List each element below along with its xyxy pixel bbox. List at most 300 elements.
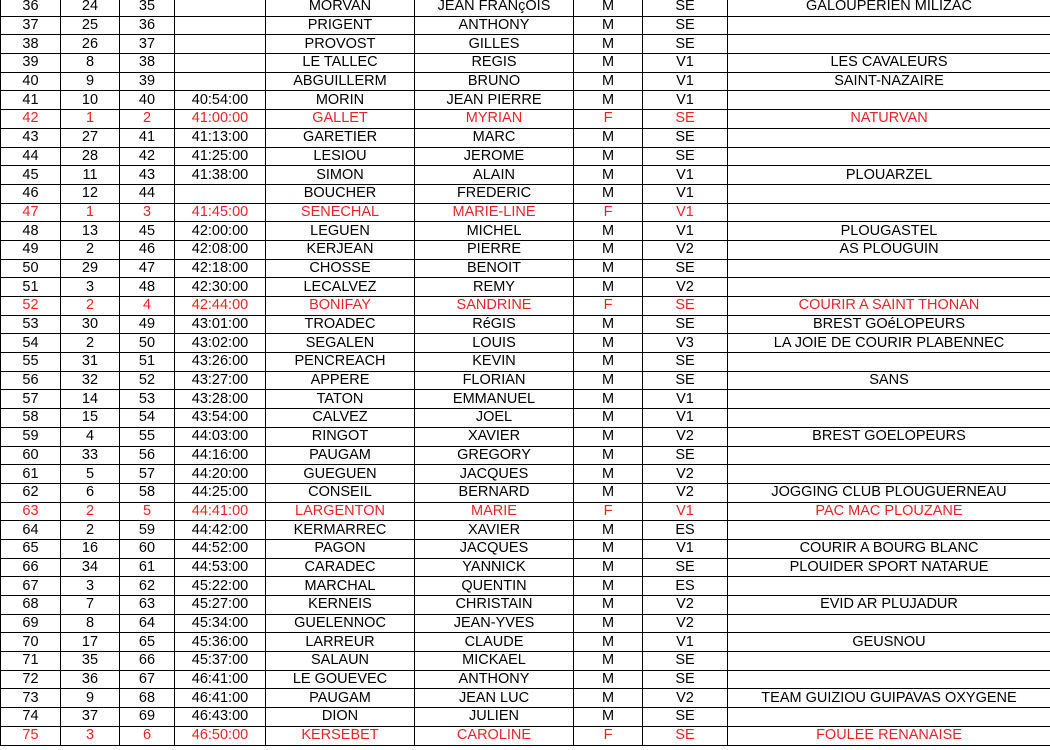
table-row	[1, 35, 1050, 54]
overall-rank-cell: 73	[1, 689, 61, 708]
gender-rank-cell: 46	[120, 240, 175, 259]
category-cell: SE	[643, 35, 728, 54]
table-row	[1, 670, 1050, 689]
gender-cell: M	[574, 0, 643, 16]
club-cell	[728, 35, 1050, 54]
club-cell: NATURVAN	[728, 110, 1050, 129]
category-cell: V3	[643, 334, 728, 353]
table-row	[1, 726, 1050, 745]
gender-rank-cell: 66	[120, 652, 175, 671]
first-name-cell: MARIE-LINE	[415, 203, 574, 222]
overall-rank-cell: 48	[1, 222, 61, 241]
gender-rank-cell: 67	[120, 670, 175, 689]
time-cell: 41:00:00	[175, 110, 266, 129]
first-name-cell: CHRISTAIN	[415, 596, 574, 615]
last-name-cell: CALVEZ	[266, 409, 415, 428]
overall-rank-cell: 36	[1, 0, 61, 16]
overall-rank-cell: 47	[1, 203, 61, 222]
first-name-cell: XAVIER	[415, 521, 574, 540]
category-cell: V2	[643, 465, 728, 484]
gender-cell: M	[574, 315, 643, 334]
gender-rank-cell: 35	[120, 0, 175, 16]
table-row	[1, 147, 1050, 166]
category-cell: V1	[643, 72, 728, 91]
last-name-cell: ABGUILLERM	[266, 72, 415, 91]
first-name-cell: KEVIN	[415, 353, 574, 372]
overall-rank-cell: 51	[1, 278, 61, 297]
time-cell: 42:00:00	[175, 222, 266, 241]
overall-rank-cell: 39	[1, 54, 61, 73]
overall-rank-cell: 49	[1, 240, 61, 259]
gender-rank-cell: 3	[120, 203, 175, 222]
gender-rank-cell: 62	[120, 577, 175, 596]
time-cell: 43:27:00	[175, 371, 266, 390]
gender-cell: M	[574, 670, 643, 689]
last-name-cell: PAUGAM	[266, 446, 415, 465]
time-cell	[175, 54, 266, 73]
table-row	[1, 128, 1050, 147]
overall-rank-cell: 52	[1, 297, 61, 316]
table-row	[1, 16, 1050, 35]
gender-rank-cell: 60	[120, 539, 175, 558]
club-cell: COURIR A BOURG BLANC	[728, 539, 1050, 558]
time-cell: 45:22:00	[175, 577, 266, 596]
last-name-cell: GALLET	[266, 110, 415, 129]
time-cell: 45:37:00	[175, 652, 266, 671]
gender-rank-cell: 63	[120, 596, 175, 615]
table-row	[1, 184, 1050, 203]
category-cell: SE	[643, 371, 728, 390]
overall-rank-cell: 68	[1, 596, 61, 615]
club-cell: SAINT-NAZAIRE	[728, 72, 1050, 91]
gender-rank-cell: 4	[120, 297, 175, 316]
category-cell: V1	[643, 184, 728, 203]
first-name-cell: MYRIAN	[415, 110, 574, 129]
gender-rank-cell: 49	[120, 315, 175, 334]
last-name-cell: RINGOT	[266, 427, 415, 446]
category-rank-cell: 8	[61, 614, 120, 633]
last-name-cell: PRIGENT	[266, 16, 415, 35]
first-name-cell: REGIS	[415, 54, 574, 73]
category-rank-cell: 2	[61, 297, 120, 316]
gender-cell: M	[574, 390, 643, 409]
gender-rank-cell: 6	[120, 726, 175, 745]
gender-cell: M	[574, 689, 643, 708]
club-cell	[728, 390, 1050, 409]
category-cell: SE	[643, 147, 728, 166]
category-cell: V1	[643, 54, 728, 73]
category-rank-cell: 30	[61, 315, 120, 334]
overall-rank-cell: 40	[1, 72, 61, 91]
club-cell: EVID AR PLUJADUR	[728, 596, 1050, 615]
first-name-cell: QUENTIN	[415, 577, 574, 596]
category-rank-cell: 8	[61, 54, 120, 73]
category-rank-cell: 9	[61, 689, 120, 708]
gender-cell: M	[574, 184, 643, 203]
category-rank-cell: 24	[61, 0, 120, 16]
category-rank-cell: 2	[61, 521, 120, 540]
club-cell	[728, 16, 1050, 35]
table-row	[1, 334, 1050, 353]
gender-cell: M	[574, 128, 643, 147]
last-name-cell: PENCREACH	[266, 353, 415, 372]
gender-cell: M	[574, 427, 643, 446]
gender-cell: F	[574, 203, 643, 222]
category-cell: SE	[643, 726, 728, 745]
category-rank-cell: 7	[61, 596, 120, 615]
table-row	[1, 222, 1050, 241]
first-name-cell: JEAN FRANçOIS	[415, 0, 574, 16]
first-name-cell: MARC	[415, 128, 574, 147]
gender-cell: M	[574, 708, 643, 727]
category-rank-cell: 26	[61, 35, 120, 54]
time-cell: 43:28:00	[175, 390, 266, 409]
overall-rank-cell: 59	[1, 427, 61, 446]
category-rank-cell: 9	[61, 72, 120, 91]
table-row	[1, 483, 1050, 502]
club-cell: LA JOIE DE COURIR PLABENNEC	[728, 334, 1050, 353]
club-cell: AS PLOUGUIN	[728, 240, 1050, 259]
overall-rank-cell: 70	[1, 633, 61, 652]
overall-rank-cell: 46	[1, 184, 61, 203]
gender-cell: M	[574, 222, 643, 241]
overall-rank-cell: 60	[1, 446, 61, 465]
table-row	[1, 577, 1050, 596]
first-name-cell: YANNICK	[415, 558, 574, 577]
time-cell: 46:41:00	[175, 689, 266, 708]
table-row	[1, 465, 1050, 484]
overall-rank-cell: 55	[1, 353, 61, 372]
category-rank-cell: 5	[61, 465, 120, 484]
first-name-cell: XAVIER	[415, 427, 574, 446]
first-name-cell: JEAN-YVES	[415, 614, 574, 633]
last-name-cell: MORVAN	[266, 0, 415, 16]
last-name-cell: BOUCHER	[266, 184, 415, 203]
gender-cell: M	[574, 54, 643, 73]
time-cell: 44:03:00	[175, 427, 266, 446]
club-cell	[728, 409, 1050, 428]
table-row	[1, 502, 1050, 521]
overall-rank-cell: 53	[1, 315, 61, 334]
gender-rank-cell: 37	[120, 35, 175, 54]
first-name-cell: EMMANUEL	[415, 390, 574, 409]
gender-cell: M	[574, 259, 643, 278]
gender-rank-cell: 56	[120, 446, 175, 465]
gender-rank-cell: 41	[120, 128, 175, 147]
gender-cell: M	[574, 614, 643, 633]
gender-rank-cell: 48	[120, 278, 175, 297]
club-cell	[728, 446, 1050, 465]
gender-rank-cell: 51	[120, 353, 175, 372]
table-row	[1, 166, 1050, 185]
gender-cell: M	[574, 539, 643, 558]
overall-rank-cell: 75	[1, 726, 61, 745]
club-cell	[728, 278, 1050, 297]
gender-cell: F	[574, 726, 643, 745]
category-rank-cell: 16	[61, 539, 120, 558]
category-cell: SE	[643, 0, 728, 16]
table-row	[1, 72, 1050, 91]
first-name-cell: JEAN LUC	[415, 689, 574, 708]
first-name-cell: JACQUES	[415, 539, 574, 558]
time-cell: 45:34:00	[175, 614, 266, 633]
gender-rank-cell: 68	[120, 689, 175, 708]
category-cell: V2	[643, 614, 728, 633]
first-name-cell: LOUIS	[415, 334, 574, 353]
club-cell: LES CAVALEURS	[728, 54, 1050, 73]
gender-cell: M	[574, 147, 643, 166]
category-cell: ES	[643, 577, 728, 596]
category-rank-cell: 28	[61, 147, 120, 166]
table-row	[1, 278, 1050, 297]
category-rank-cell: 1	[61, 203, 120, 222]
overall-rank-cell: 42	[1, 110, 61, 129]
last-name-cell: CHOSSE	[266, 259, 415, 278]
time-cell: 41:45:00	[175, 203, 266, 222]
category-cell: V2	[643, 240, 728, 259]
table-row	[1, 708, 1050, 727]
gender-cell: M	[574, 166, 643, 185]
last-name-cell: TROADEC	[266, 315, 415, 334]
time-cell: 41:13:00	[175, 128, 266, 147]
club-cell: JOGGING CLUB PLOUGUERNEAU	[728, 483, 1050, 502]
time-cell: 43:26:00	[175, 353, 266, 372]
table-row	[1, 427, 1050, 446]
gender-cell: F	[574, 297, 643, 316]
gender-rank-cell: 5	[120, 502, 175, 521]
time-cell: 44:52:00	[175, 539, 266, 558]
last-name-cell: LE GOUEVEC	[266, 670, 415, 689]
category-cell: SE	[643, 708, 728, 727]
category-cell: SE	[643, 259, 728, 278]
first-name-cell: BRUNO	[415, 72, 574, 91]
time-cell: 44:42:00	[175, 521, 266, 540]
overall-rank-cell: 63	[1, 502, 61, 521]
overall-rank-cell: 65	[1, 539, 61, 558]
last-name-cell: CONSEIL	[266, 483, 415, 502]
first-name-cell: CAROLINE	[415, 726, 574, 745]
overall-rank-cell: 45	[1, 166, 61, 185]
category-cell: V2	[643, 483, 728, 502]
first-name-cell: REMY	[415, 278, 574, 297]
club-cell: FOULEE RENANAISE	[728, 726, 1050, 745]
category-rank-cell: 36	[61, 670, 120, 689]
gender-cell: M	[574, 483, 643, 502]
time-cell: 43:54:00	[175, 409, 266, 428]
club-cell	[728, 577, 1050, 596]
table-row	[1, 558, 1050, 577]
category-rank-cell: 11	[61, 166, 120, 185]
category-rank-cell: 31	[61, 353, 120, 372]
time-cell: 44:41:00	[175, 502, 266, 521]
club-cell: BREST GOELOPEURS	[728, 427, 1050, 446]
gender-rank-cell: 45	[120, 222, 175, 241]
category-rank-cell: 3	[61, 278, 120, 297]
category-rank-cell: 15	[61, 409, 120, 428]
category-rank-cell: 25	[61, 16, 120, 35]
category-rank-cell: 2	[61, 334, 120, 353]
table-row	[1, 315, 1050, 334]
last-name-cell: DION	[266, 708, 415, 727]
gender-rank-cell: 39	[120, 72, 175, 91]
category-cell: SE	[643, 652, 728, 671]
last-name-cell: GARETIER	[266, 128, 415, 147]
first-name-cell: JULIEN	[415, 708, 574, 727]
club-cell: BREST GOéLOPEURS	[728, 315, 1050, 334]
club-cell	[728, 259, 1050, 278]
first-name-cell: JEAN PIERRE	[415, 91, 574, 110]
overall-rank-cell: 64	[1, 521, 61, 540]
first-name-cell: BENOIT	[415, 259, 574, 278]
gender-rank-cell: 43	[120, 166, 175, 185]
last-name-cell: PAUGAM	[266, 689, 415, 708]
last-name-cell: APPERE	[266, 371, 415, 390]
club-cell	[728, 128, 1050, 147]
gender-cell: F	[574, 502, 643, 521]
last-name-cell: LESIOU	[266, 147, 415, 166]
last-name-cell: CARADEC	[266, 558, 415, 577]
club-cell	[728, 91, 1050, 110]
club-cell: PLOUARZEL	[728, 166, 1050, 185]
overall-rank-cell: 66	[1, 558, 61, 577]
club-cell	[728, 521, 1050, 540]
category-cell: ES	[643, 521, 728, 540]
first-name-cell: CLAUDE	[415, 633, 574, 652]
gender-cell: M	[574, 446, 643, 465]
first-name-cell: GILLES	[415, 35, 574, 54]
category-cell: V1	[643, 539, 728, 558]
overall-rank-cell: 38	[1, 35, 61, 54]
category-rank-cell: 2	[61, 502, 120, 521]
gender-rank-cell: 40	[120, 91, 175, 110]
club-cell: PLOUIDER SPORT NATARUE	[728, 558, 1050, 577]
time-cell: 41:25:00	[175, 147, 266, 166]
last-name-cell: KERSEBET	[266, 726, 415, 745]
overall-rank-cell: 56	[1, 371, 61, 390]
category-cell: V1	[643, 166, 728, 185]
gender-rank-cell: 50	[120, 334, 175, 353]
category-rank-cell: 29	[61, 259, 120, 278]
time-cell: 46:50:00	[175, 726, 266, 745]
gender-cell: M	[574, 465, 643, 484]
overall-rank-cell: 61	[1, 465, 61, 484]
last-name-cell: PAGON	[266, 539, 415, 558]
gender-rank-cell: 52	[120, 371, 175, 390]
club-cell	[728, 353, 1050, 372]
time-cell: 42:44:00	[175, 297, 266, 316]
category-cell: V1	[643, 91, 728, 110]
time-cell	[175, 16, 266, 35]
club-cell	[728, 465, 1050, 484]
category-cell: SE	[643, 670, 728, 689]
last-name-cell: PROVOST	[266, 35, 415, 54]
overall-rank-cell: 41	[1, 91, 61, 110]
table-row	[1, 203, 1050, 222]
category-cell: V2	[643, 596, 728, 615]
gender-cell: M	[574, 409, 643, 428]
table-row	[1, 54, 1050, 73]
last-name-cell: LECALVEZ	[266, 278, 415, 297]
table-row	[1, 521, 1050, 540]
time-cell: 43:01:00	[175, 315, 266, 334]
gender-cell: M	[574, 521, 643, 540]
last-name-cell: LARREUR	[266, 633, 415, 652]
last-name-cell: SEGALEN	[266, 334, 415, 353]
gender-rank-cell: 54	[120, 409, 175, 428]
category-cell: SE	[643, 315, 728, 334]
time-cell: 44:16:00	[175, 446, 266, 465]
time-cell	[175, 35, 266, 54]
table-row	[1, 409, 1050, 428]
time-cell: 46:43:00	[175, 708, 266, 727]
category-cell: V1	[643, 633, 728, 652]
gender-rank-cell: 58	[120, 483, 175, 502]
gender-rank-cell: 44	[120, 184, 175, 203]
gender-cell: M	[574, 353, 643, 372]
gender-rank-cell: 55	[120, 427, 175, 446]
last-name-cell: LE TALLEC	[266, 54, 415, 73]
category-rank-cell: 6	[61, 483, 120, 502]
gender-cell: M	[574, 652, 643, 671]
gender-cell: F	[574, 110, 643, 129]
gender-rank-cell: 2	[120, 110, 175, 129]
category-rank-cell: 17	[61, 633, 120, 652]
category-rank-cell: 35	[61, 652, 120, 671]
table-row	[1, 353, 1050, 372]
club-cell: SANS	[728, 371, 1050, 390]
time-cell: 42:08:00	[175, 240, 266, 259]
table-row	[1, 596, 1050, 615]
overall-rank-cell: 62	[1, 483, 61, 502]
club-cell	[728, 147, 1050, 166]
category-cell: SE	[643, 558, 728, 577]
category-cell: V2	[643, 427, 728, 446]
table-row	[1, 446, 1050, 465]
time-cell	[175, 0, 266, 16]
table-row	[1, 390, 1050, 409]
category-cell: V2	[643, 689, 728, 708]
category-rank-cell: 27	[61, 128, 120, 147]
gender-rank-cell: 38	[120, 54, 175, 73]
category-cell: SE	[643, 446, 728, 465]
first-name-cell: BERNARD	[415, 483, 574, 502]
time-cell: 44:25:00	[175, 483, 266, 502]
category-cell: SE	[643, 128, 728, 147]
table-row	[1, 652, 1050, 671]
category-rank-cell: 34	[61, 558, 120, 577]
category-cell: SE	[643, 16, 728, 35]
gender-rank-cell: 57	[120, 465, 175, 484]
gender-rank-cell: 65	[120, 633, 175, 652]
gender-rank-cell: 36	[120, 16, 175, 35]
gender-cell: M	[574, 371, 643, 390]
time-cell: 46:41:00	[175, 670, 266, 689]
overall-rank-cell: 58	[1, 409, 61, 428]
first-name-cell: ANTHONY	[415, 16, 574, 35]
first-name-cell: JEROME	[415, 147, 574, 166]
category-rank-cell: 33	[61, 446, 120, 465]
overall-rank-cell: 72	[1, 670, 61, 689]
table-row	[1, 614, 1050, 633]
table-row	[1, 259, 1050, 278]
gender-cell: M	[574, 35, 643, 54]
last-name-cell: MARCHAL	[266, 577, 415, 596]
category-rank-cell: 32	[61, 371, 120, 390]
last-name-cell: GUELENNOC	[266, 614, 415, 633]
table-row	[1, 689, 1050, 708]
club-cell: GALOUPERIEN MILIZAC	[728, 0, 1050, 16]
category-cell: V1	[643, 390, 728, 409]
